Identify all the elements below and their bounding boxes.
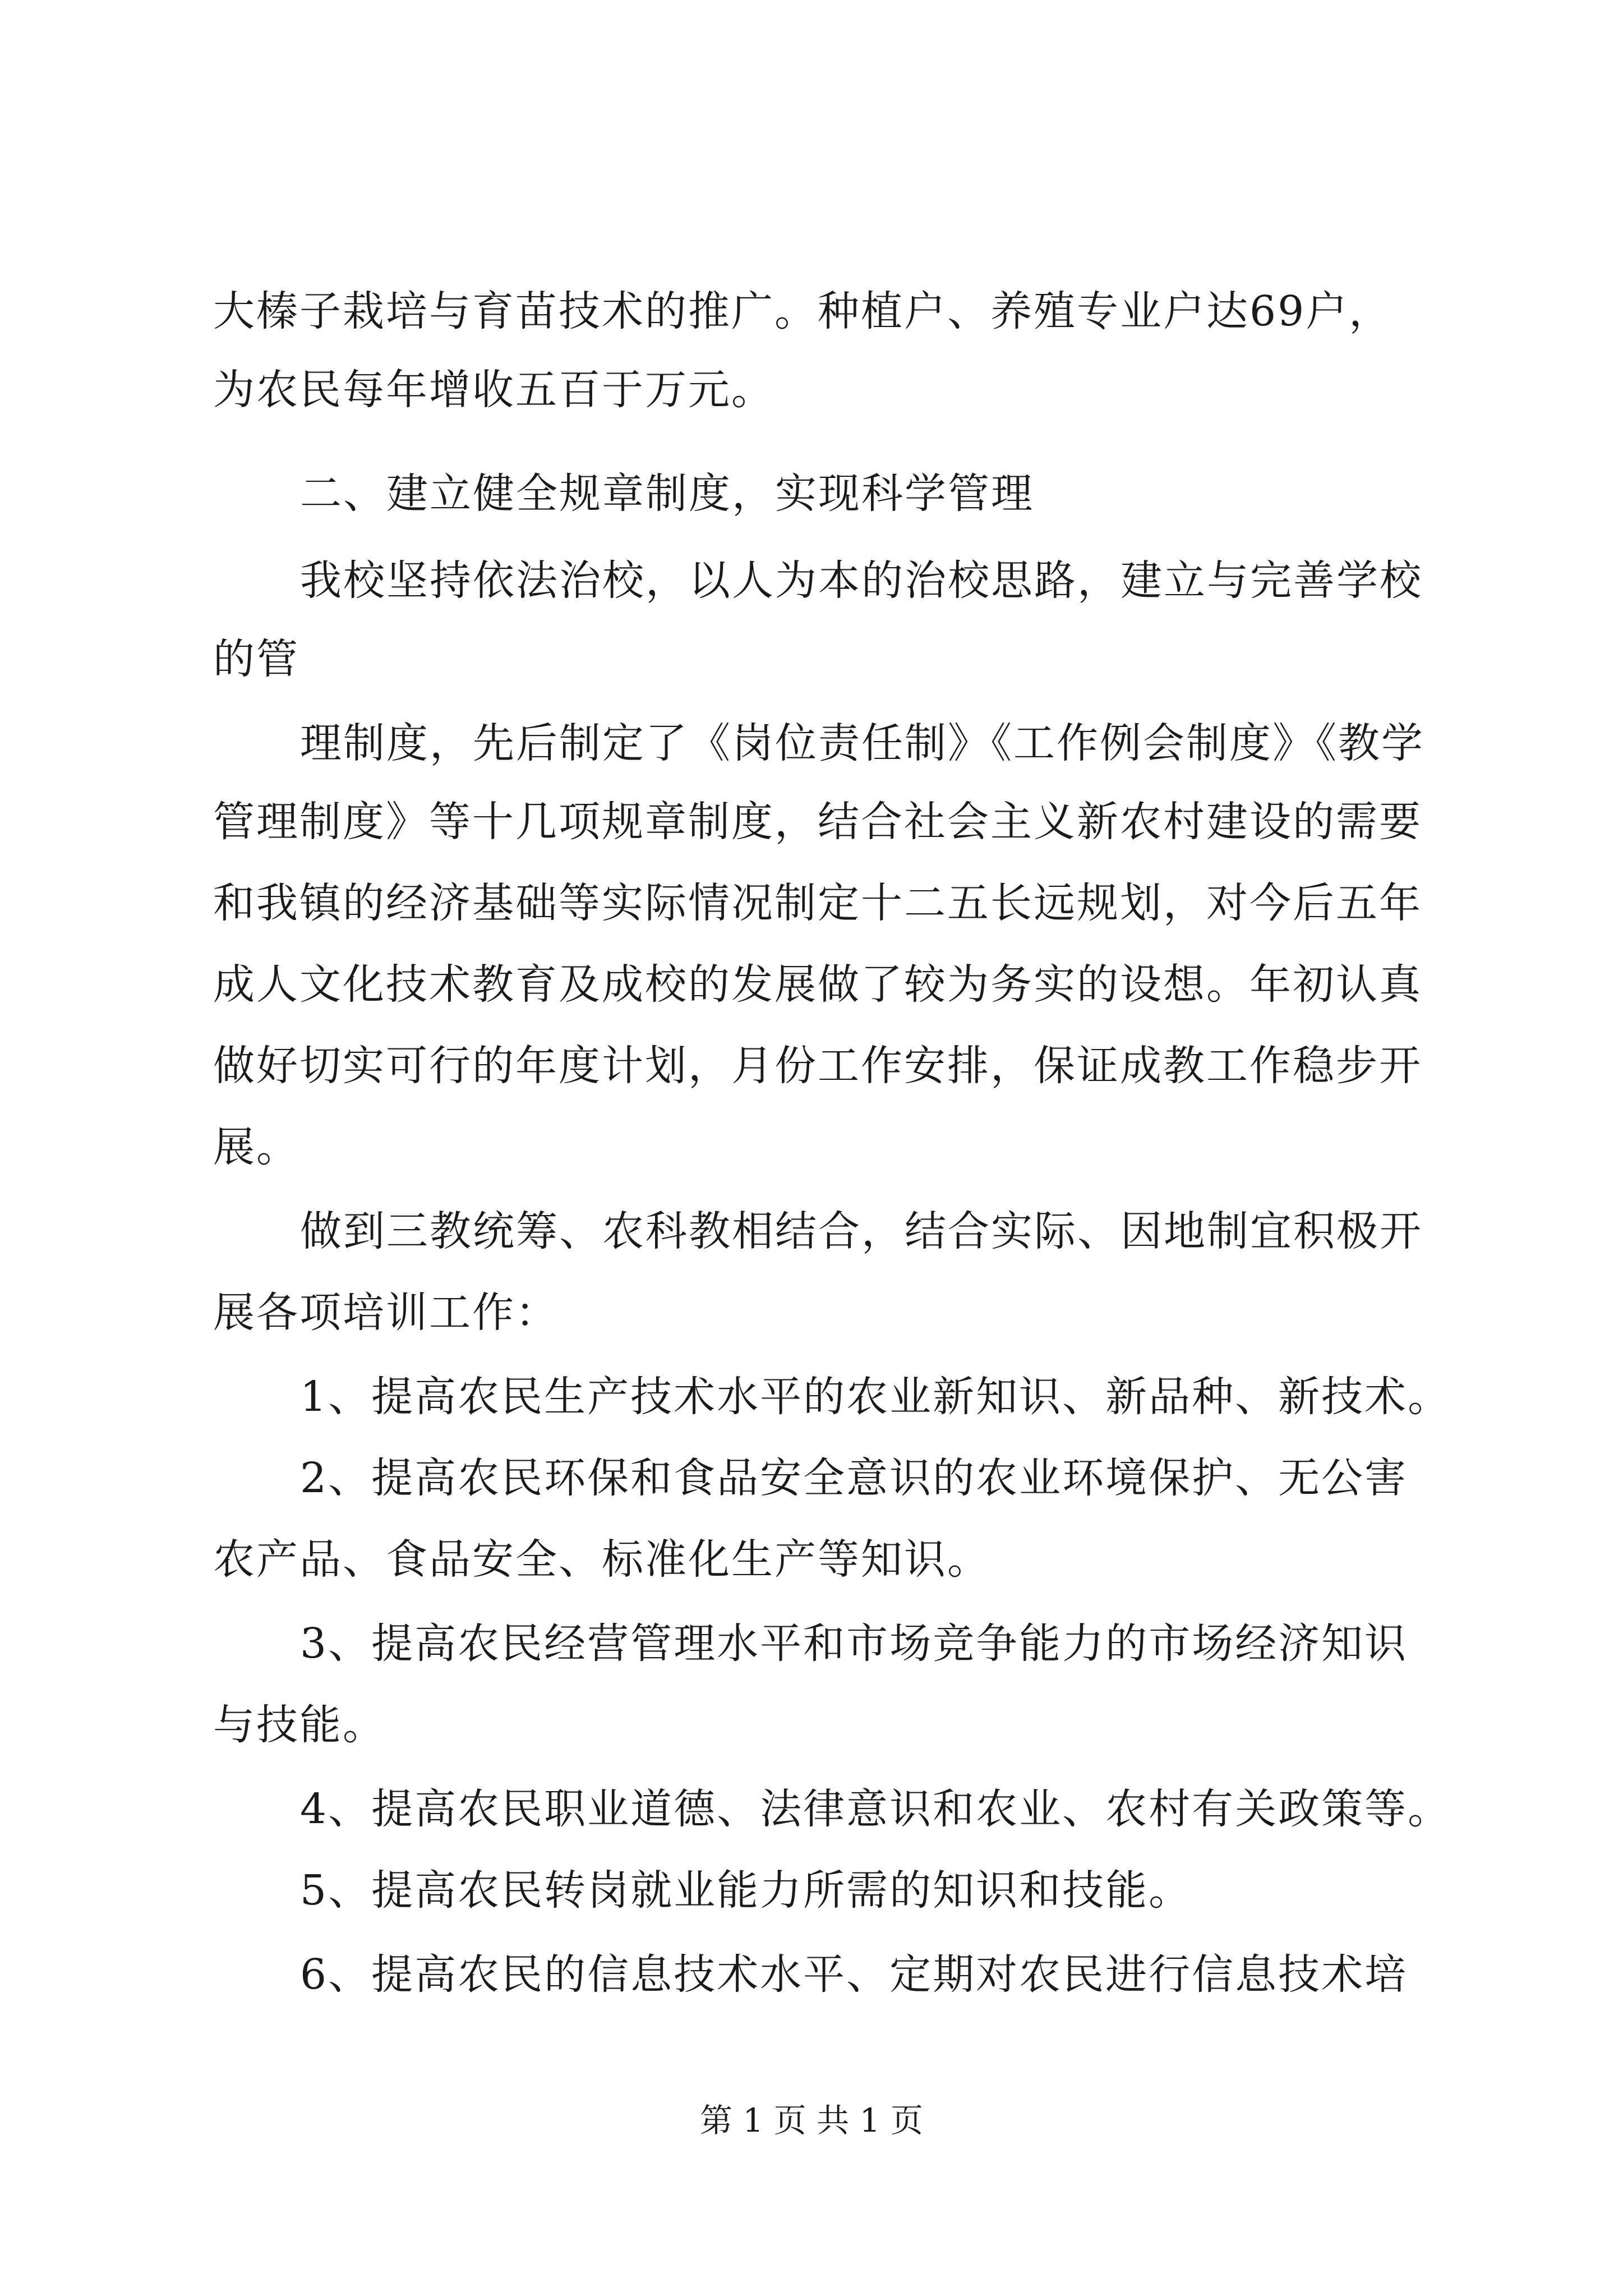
list-item-6: 6、提高农民的信息技术水平、定期对农民进行信息技术培 (300, 1950, 1408, 1999)
text-line-8: 和我镇的经济基础等实际情况制定十二五长远规划，对今后五年 (213, 879, 1422, 927)
text-line-4: 我校坚持依法治校，以人为本的治校思路，建立与完善学校 (300, 556, 1423, 605)
text-line-12: 做到三教统筹、农科教相结合，结合实际、因地制宜积极开 (300, 1207, 1423, 1255)
text-line-1: 大榛子栽培与育苗技术的推广。种植户、养殖专业户达69户， (213, 287, 1393, 335)
list-item-4: 4、提高农民职业道德、法律意识和农业、农村有关政策等。 (300, 1785, 1451, 1833)
list-item-3-cont: 与技能。 (213, 1701, 386, 1749)
list-item-1: 1、提高农民生产技术水平的农业新知识、新品种、新技术。 (300, 1373, 1451, 1421)
text-line-2: 为农民每年增收五百于万元。 (213, 366, 774, 414)
section-heading: 二、建立健全规章制度，实现科学管理 (300, 470, 1034, 518)
text-line-5: 的管 (213, 635, 299, 683)
list-item-3: 3、提高农民经营管理水平和市场竞争能力的市场经济知识 (300, 1619, 1408, 1668)
list-item-5: 5、提高农民转岗就业能力所需的知识和技能。 (300, 1866, 1192, 1915)
text-line-6: 理制度，先后制定了《岗位责任制》《工作例会制度》《教学 (300, 719, 1424, 767)
text-line-10: 做好切实可行的年度计划，月份工作安排，保证成教工作稳步开 (213, 1042, 1422, 1090)
list-item-2: 2、提高农民环保和食品安全意识的农业环境保护、无公害 (300, 1454, 1408, 1502)
text-line-9: 成人文化技术教育及成校的发展做了较为务实的设想。年初认真 (213, 960, 1422, 1009)
list-item-2-cont: 农产品、食品安全、标准化生产等知识。 (213, 1535, 990, 1584)
page-footer: 第 1 页 共 1 页 (700, 2101, 923, 2139)
text-line-11: 展。 (213, 1123, 299, 1171)
text-line-13: 展各项培训工作： (213, 1289, 559, 1337)
text-line-7: 管理制度》等十几项规章制度，结合社会主义新农村建设的需要 (213, 798, 1422, 846)
